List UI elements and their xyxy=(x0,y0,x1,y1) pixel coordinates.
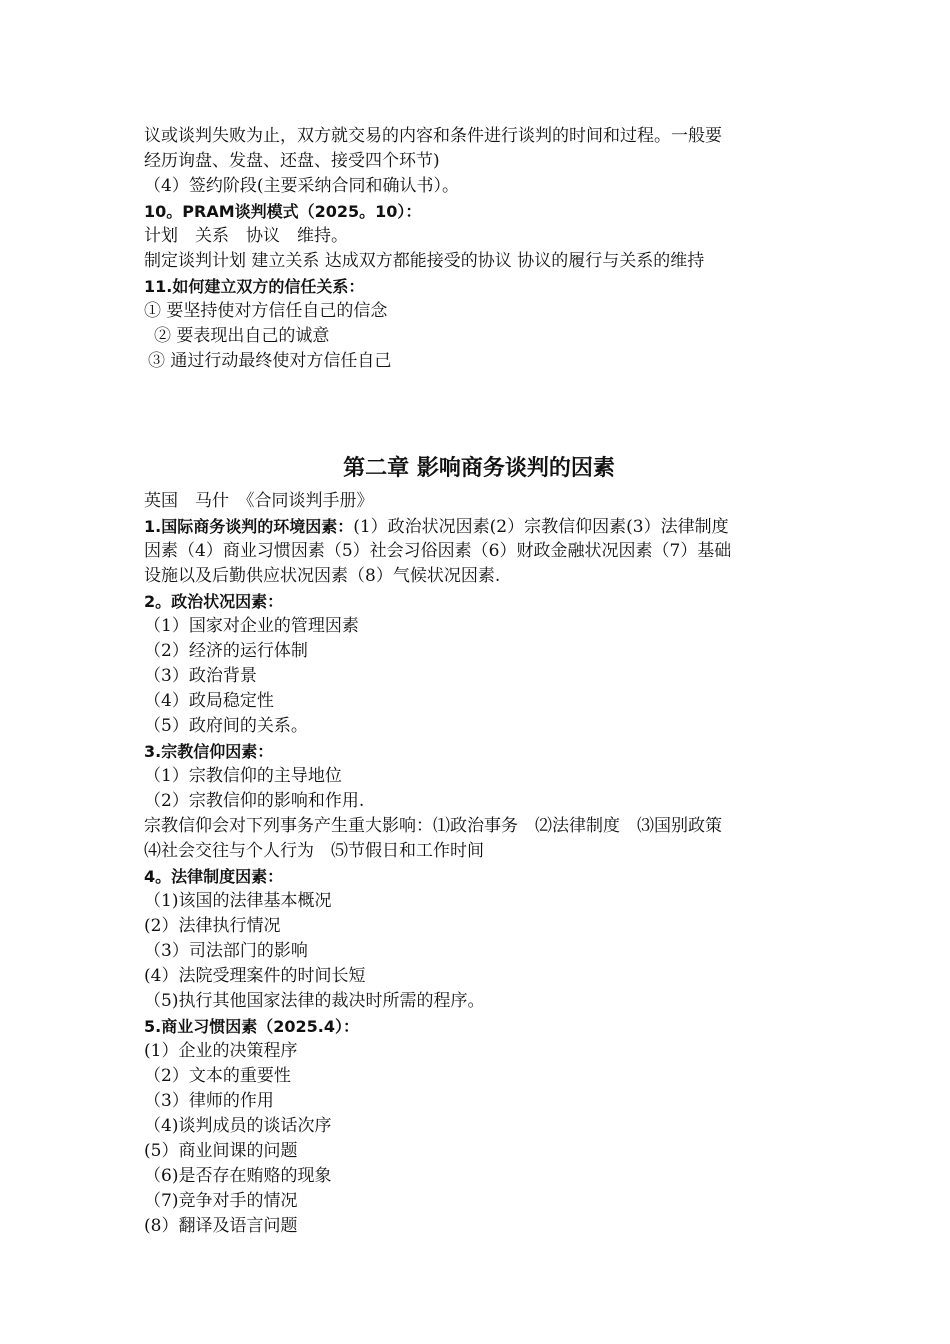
list-item: （2）经济的运行体制 xyxy=(144,641,308,661)
section-heading-environment: 1.国际商务谈判的环境因素： xyxy=(144,517,354,536)
text-line: 计划 关系 协议 维持。 xyxy=(144,226,348,246)
list-item: ③ 通过行动最终使对方信任自己 xyxy=(148,351,392,371)
list-item: （3）政治背景 xyxy=(144,666,257,686)
list-item: (2）法律执行情况 xyxy=(144,916,281,936)
text-line: 宗教信仰会对下列事务产生重大影响：⑴政治事务 ⑵法律制度 ⑶国别政策 xyxy=(144,816,722,836)
list-item: （3）司法部门的影响 xyxy=(144,941,308,961)
list-item: （5）政府间的关系。 xyxy=(144,716,308,736)
text-line: （4）签约阶段(主要采纳合同和确认书）。 xyxy=(144,176,459,196)
list-item: （2）宗教信仰的影响和作用. xyxy=(144,791,365,811)
list-item: （5)执行其他国家法律的裁决时所需的程序。 xyxy=(144,991,485,1011)
chapter-title: 第二章 影响商务谈判的因素 xyxy=(343,456,615,481)
list-item: （2）文本的重要性 xyxy=(144,1066,291,1086)
document-body xyxy=(144,124,814,1239)
text-span: (1）政治状况因素(2）宗教信仰因素(3）法律制度 xyxy=(353,517,729,537)
list-item: （3）律师的作用 xyxy=(144,1091,274,1111)
list-item: ① 要坚持使对方信任自己的信念 xyxy=(144,301,388,321)
section-heading-religion: 3.宗教信仰因素： xyxy=(144,742,274,761)
list-item: ② 要表现出自己的诚意 xyxy=(154,326,330,346)
list-item: （6)是否存在贿赂的现象 xyxy=(144,1166,332,1186)
text-line: ⑷社会交往与个人行为 ⑸节假日和工作时间 xyxy=(144,841,484,861)
spacer xyxy=(144,374,814,449)
section-heading-business-custom: 5.商业习惯因素（2025.4）： xyxy=(144,1017,359,1036)
text-line: 经历询盘、发盘、还盘、接受四个环节) xyxy=(144,151,440,171)
text-line xyxy=(144,514,814,539)
text-line: 制定谈判计划 建立关系 达成双方都能接受的协议 协议的履行与关系的维持 xyxy=(144,251,705,271)
list-item: （4)谈判成员的谈话次序 xyxy=(144,1116,332,1136)
list-item: （1)该国的法律基本概况 xyxy=(144,891,332,911)
section-heading-law: 4。法律制度因素： xyxy=(144,867,284,886)
list-item: (4）法院受理案件的时间长短 xyxy=(144,966,366,986)
section-heading-pram: 10。PRAM谈判模式（2025。10）： xyxy=(144,202,422,221)
text-line: 因素（4）商业习惯因素（5）社会习俗因素（6）财政金融状况因素（7）基础 xyxy=(144,541,732,561)
list-item: (8）翻译及语言问题 xyxy=(144,1216,298,1236)
section-heading-political: 2。政治状况因素： xyxy=(144,592,284,611)
text-line: 设施以及后勤供应状况因素（8）气候状况因素. xyxy=(144,566,501,586)
list-item: (1）企业的决策程序 xyxy=(144,1041,298,1061)
list-item: （1）国家对企业的管理因素 xyxy=(144,616,359,636)
list-item: (5）商业间课的问题 xyxy=(144,1141,298,1161)
section-heading-trust: 11.如何建立双方的信任关系： xyxy=(144,277,365,296)
list-item: （4）政局稳定性 xyxy=(144,691,274,711)
list-item: （7)竞争对手的情况 xyxy=(144,1191,298,1211)
text-line: 议或谈判失败为止，双方就交易的内容和条件进行谈判的时间和过程。一般要 xyxy=(144,126,722,146)
list-item: （1）宗教信仰的主导地位 xyxy=(144,766,342,786)
reference-line: 英国 马什 《合同谈判手册》 xyxy=(144,491,374,511)
